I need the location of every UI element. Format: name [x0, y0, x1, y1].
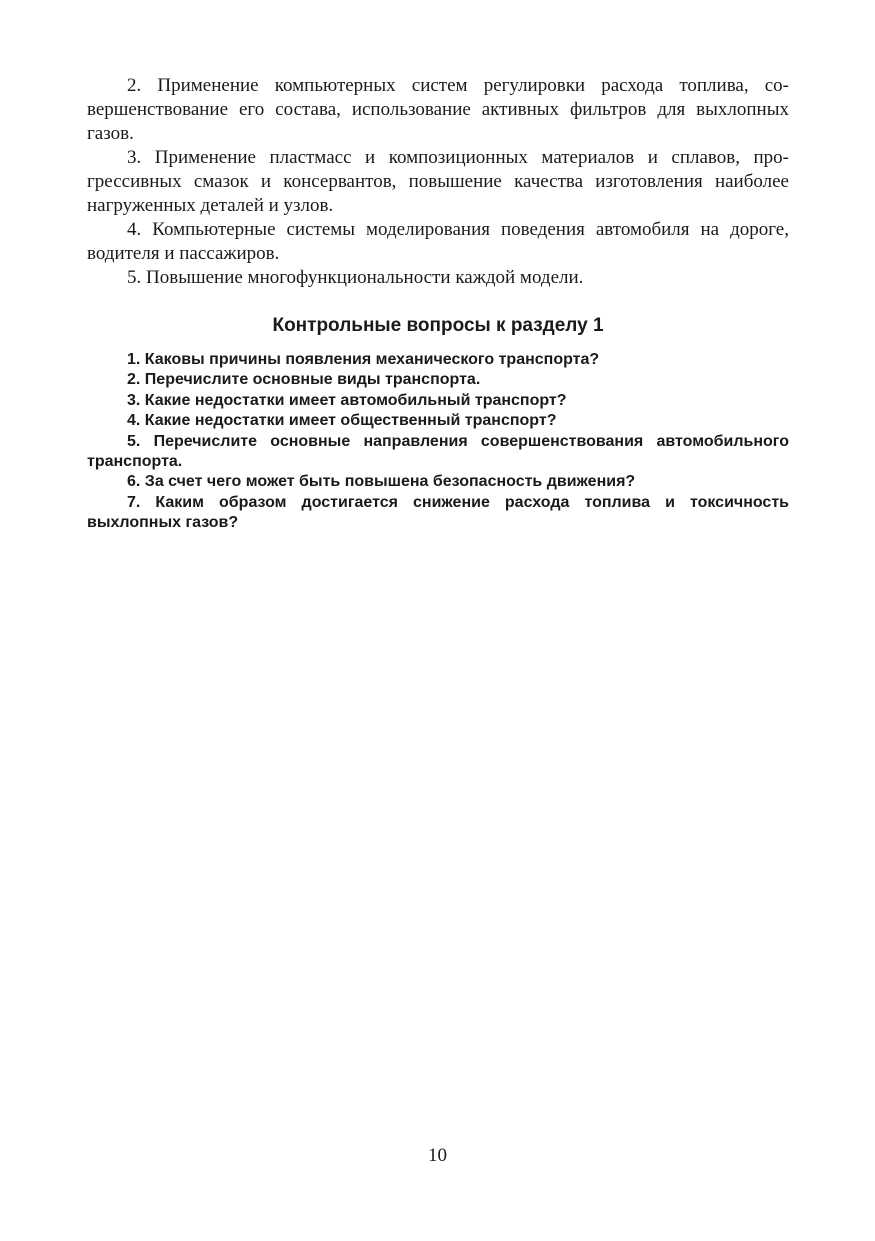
question-1: 1. Каковы причины появления механического транспорта? [127, 351, 600, 368]
question-4: 4. Какие недостатки имеет общественный транспорт? [127, 412, 557, 430]
page-number: 10 [428, 1145, 447, 1166]
paragraph-item-4: 4. Компьютерные системы моделирования поведения автомобиля на дороге, водителя и пассажиров. [87, 219, 789, 264]
paragraph-item-2: 2. Применение компьютерных систем регулировки расхода топлива, совершенствование его состава, использование активных фильтров для выхлопных газов. [87, 75, 789, 144]
questions-list [87, 350, 789, 534]
paragraph-item-5: 5. Повышение многофункциональности каждой модели. [127, 267, 584, 288]
page-content [87, 74, 789, 534]
question-2: 2. Перечислите основные виды транспорта. [127, 371, 481, 389]
question-6: 6. За счет чего может быть повышена безопасность движения? [127, 473, 636, 491]
paragraph-item-3: 3. Применение пластмасс и композиционных материалов и сплавов, прогрессивных смазок и консервантов, повышение качества изготовления наиболее нагруженных деталей и узлов. [87, 147, 789, 216]
question-7: 7. Каким образом достигается снижение расхода топлива и токсичность выхлопных газов? [87, 493, 789, 532]
section-heading: Контрольные вопросы к разделу 1 [272, 315, 604, 336]
question-3: 3. Какие недостатки имеет автомобильный транспорт? [127, 391, 567, 409]
question-5: 5. Перечислите основные направления совершенствования автомобильного транспорта. [87, 432, 789, 471]
